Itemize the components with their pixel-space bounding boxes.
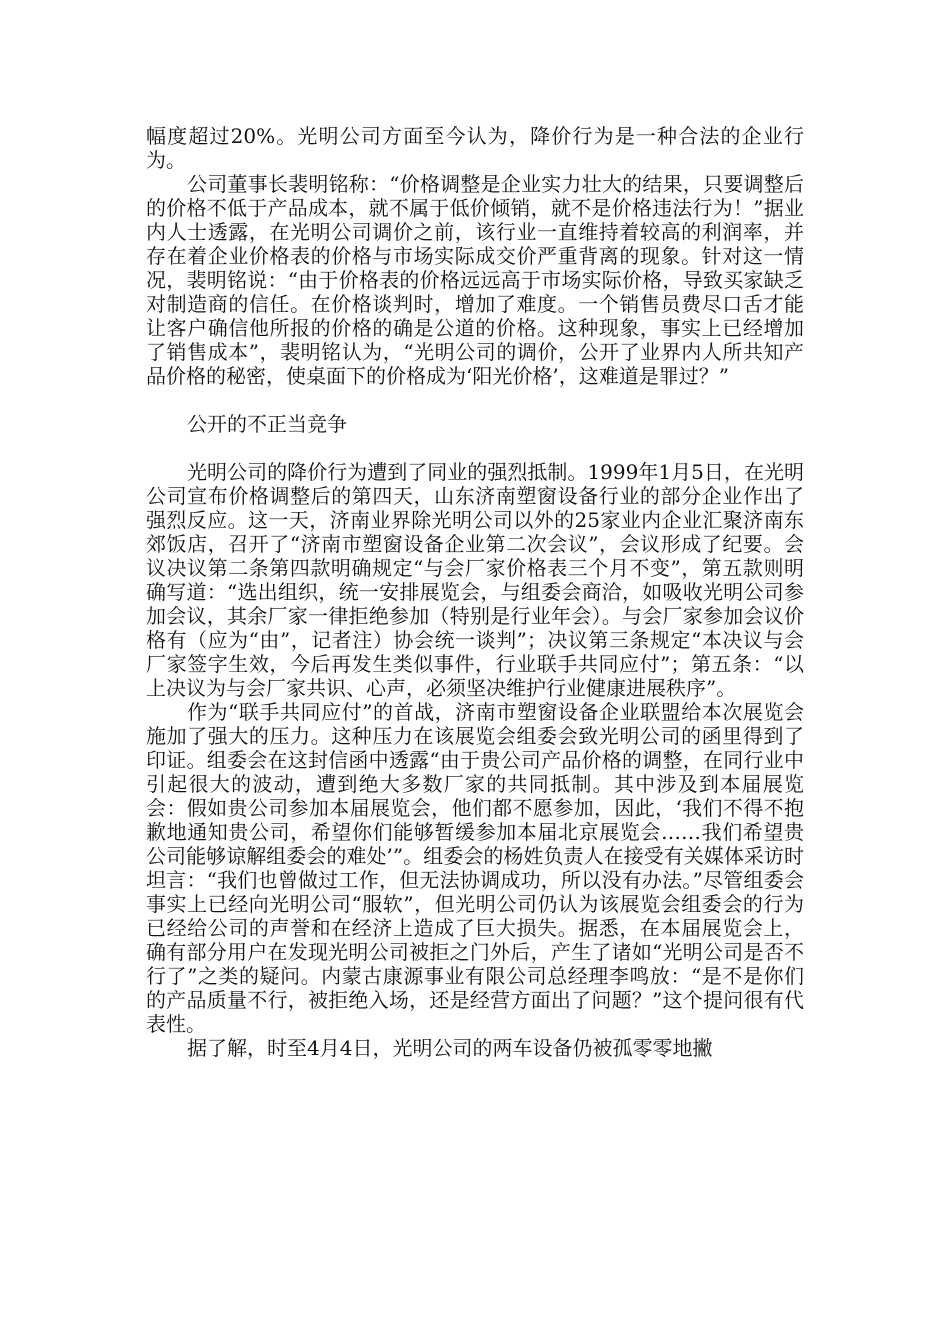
section-heading: 公开的不正当竞争: [187, 412, 347, 436]
document-body: [146, 124, 804, 1060]
paragraph: 作为“联手共同应付”的首战，济南市塑窗设备企业联盟给本次展览会施加了强大的压力。这种压力在该展览会组委会致光明公司的函里得到了印证。组委会在这封信函中透露“由于贵公司产品价格的调整，在同行业中引起很大的波动，遭到绝大多数厂家的共同抵制。其中涉及到本届展览会：假如贵公司参加本届展览会，他们都不愿参加，因此，‘我们不得不抱歉地通知贵公司，希望你们能够暂缓参加本届北京展览会……我们希望贵公司能够谅解组委会的难处’”。组委会的杨姓负责人在接受有关媒体采访时坦言：“我们也曾做过工作，但无法协调成功，所以没有办法。”尽管组委会事实上已经向光明公司“服软”，但光明公司仍认为该展览会组委会的行为已经给公司的声誉和在经济上造成了巨大损失。据悉，在本届展览会上，确有部分用户在发现光明公司被拒之门外后，产生了诸如“光明公司是否不行了”之类的疑问。内蒙古康源事业有限公司总经理李鸣放：“是不是你们的产品质量不行，被拒绝入场，还是经营方面出了问题？”这个提问很有代表性。: [146, 700, 804, 1036]
paragraph: 据了解，时至4月4日，光明公司的两车设备仍被孤零零地撇: [187, 1036, 713, 1060]
paragraph: 公司董事长裴明铭称：“价格调整是企业实力壮大的结果，只要调整后的价格不低于产品成本，就不属于低价倾销，就不是价格违法行为！”据业内人士透露，在光明公司调价之前，该行业一直维持着较高的利润率，并存在着企业价格表的价格与市场实际成交价严重背离的现象。针对这一情况，裴明铭说：“由于价格表的价格远远高于市场实际价格，导致买家缺乏对制造商的信任。在价格谈判时，增加了难度。一个销售员费尽口舌才能让客户确信他所报的价格的确是公道的价格。这种现象，事实上已经增加了销售成本”，裴明铭认为，“光明公司的调价，公开了业界内人所共知产品价格的秘密，使桌面下的价格成为‘阳光价格’，这难道是罪过？”: [146, 172, 804, 388]
paragraph: 光明公司的降价行为遭到了同业的强烈抵制。1999年1月5日，在光明公司宣布价格调整后的第四天，山东济南塑窗设备行业的部分企业作出了强烈反应。这一天，济南业界除光明公司以外的25家业内企业汇聚济南东郊饭店，召开了“济南市塑窗设备企业第二次会议”，会议形成了纪要。会议决议第二条第四款明确规定“与会厂家价格表三个月不变”，第五款则明确写道：“选出组织，统一安排展览会，与组委会商洽，如吸收光明公司参加会议，其余厂家一律拒绝参加（特别是行业年会）。与会厂家参加会议价格有（应为“由”，记者注）协会统一谈判”；决议第三条规定“本决议与会厂家签字生效，今后再发生类似事件，行业联手共同应付”；第五条：“以上决议为与会厂家共识、心声，必须坚决维护行业健康进展秩序”。: [146, 460, 804, 700]
paragraph: 幅度超过20%。光明公司方面至今认为，降价行为是一种合法的企业行为。: [146, 124, 804, 172]
